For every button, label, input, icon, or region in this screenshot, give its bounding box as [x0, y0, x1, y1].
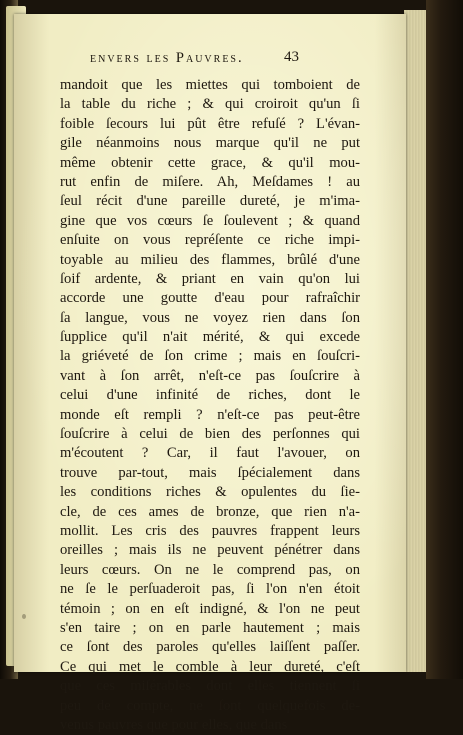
text-line: ſupplice qu'il n'ait mérité, & qui excede [60, 329, 360, 346]
text-line: mollit. Les cris des pauvres frappent leurs [60, 522, 360, 539]
text-line: monde eſt rempli ? n'eſt-ce pas peut-être [60, 406, 360, 423]
margin-mark [22, 614, 26, 619]
text-line: les conditions riches & opulentes du ſie- [60, 484, 360, 501]
text-line: ne ſe le perſuaderoit pas, ſi l'on n'en étoit [60, 581, 360, 598]
text-line: la table du riche ; & qui croiroit qu'un ſi [60, 96, 360, 113]
book-cover-edge [426, 0, 463, 679]
text-line: foible ſecours lui pût être refuſé ? L'évan- [60, 115, 360, 132]
text-line: ce ſont des paroles qu'elles laiſſent paſſer. [60, 639, 360, 656]
text-line: que ces miſérables dont elles tiennent ſi [60, 678, 360, 695]
text-line: oreilles ; mais ils ne peuvent pénétrer dans [60, 542, 360, 559]
text-line: mandoit que les miettes qui tomboient de [60, 77, 360, 93]
text-line: cle, de ces ames de bronze, que rien n'a- [60, 503, 360, 520]
text-line: s'en taire ; on en parle hautement ; mais [60, 619, 360, 636]
text-line: même obtenir cette grace, & qu'il mou- [60, 154, 360, 171]
text-line: leurs cœurs. On ne le comprend pas, on [60, 561, 360, 578]
text-line: gile néanmoins nous marque qu'il ne put [60, 135, 360, 152]
text-line: m'écoutent ? Car, il faut l'avouer, on [60, 445, 360, 462]
text-line: venus pauvres que pour elles, que dans [60, 716, 288, 733]
text-line: toyable au milieu des flammes, brûlé d'une [60, 251, 360, 268]
page-body-text [60, 76, 360, 735]
text-line: rut enfin de miſere. Ah, Meſdames ! au [60, 173, 360, 190]
text-line: ſa langue, vous ne voyez rien dans ſon [60, 309, 360, 326]
text-line: vant à ſon arrêt, n'eſt-ce pas ſouſcrire à [60, 367, 360, 384]
page-fore-edge [404, 10, 428, 672]
text-line: ſeul récit d'une pareille dureté, je m'ima- [60, 193, 360, 210]
text-line: ſouſcrire à celui de bien des perſonnes qui [60, 426, 360, 443]
text-line: la griéveté de ſon crime ; mais en ſouſcri- [60, 348, 360, 365]
text-line: Ce qui met le comble à leur dureté, c'eſt [60, 658, 360, 675]
text-line: trouve par-tout, mais ſpécialement dans [60, 464, 360, 481]
running-title: envers les Pauvres. [90, 50, 244, 66]
text-line: ſoif ardente, & priant en vain qu'on lui [60, 270, 360, 287]
text-line: celui d'une infinité de riches, dont le [60, 387, 360, 404]
running-head [14, 46, 406, 70]
text-line: gine que vos cœurs ſe ſoulevent ; & quand [60, 212, 360, 229]
text-line: peu de compte, ne ſont quelquefois de- [60, 697, 360, 714]
book-page [14, 14, 406, 733]
text-line: enſuite on vous repréſente ce riche impi- [60, 232, 360, 249]
text-line: accorde une goutte d'eau pour rafraîchir [60, 290, 360, 307]
page-number: 43 [284, 49, 299, 65]
text-line: témoin ; on en eſt indigné, & l'on ne peut [60, 600, 360, 617]
